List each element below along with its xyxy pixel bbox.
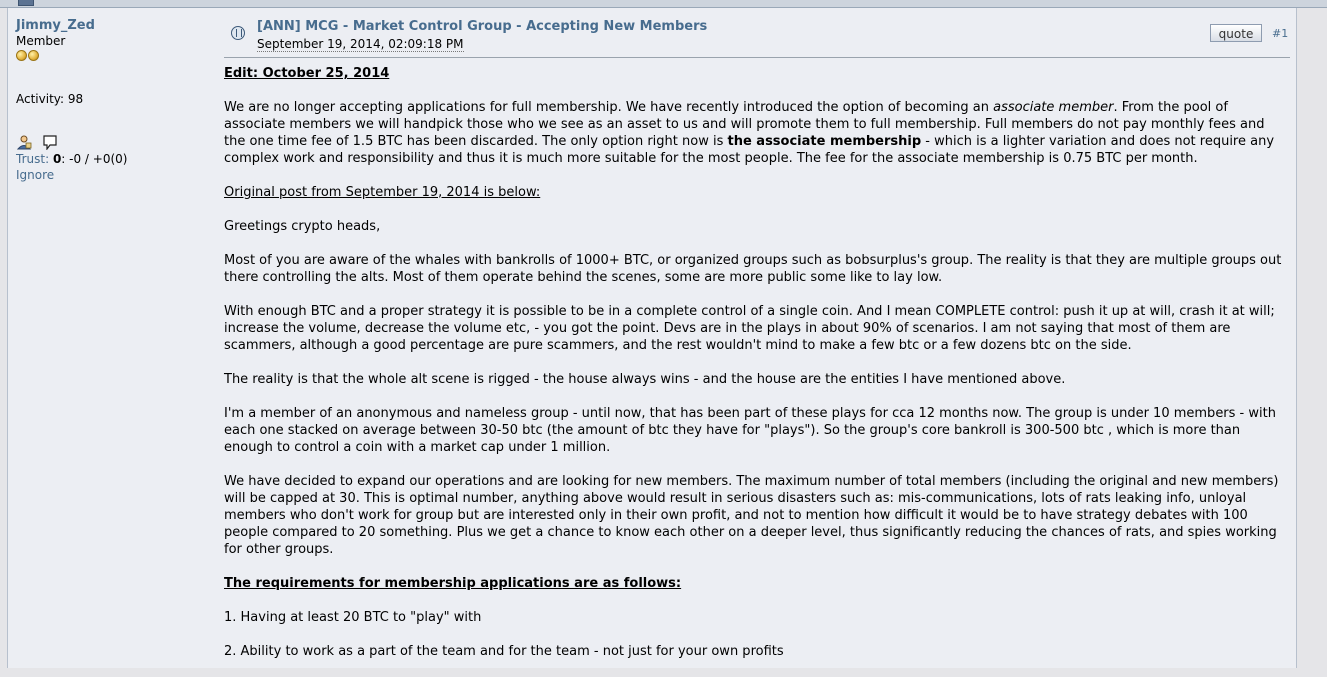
quote-button[interactable]: quote	[1210, 24, 1262, 42]
greeting: Greetings crypto heads,	[224, 219, 381, 234]
message-bubble-icon[interactable]	[42, 134, 58, 153]
poster-activity: Activity: 98	[16, 92, 84, 106]
paragraph-expand: We have decided to expand our operations and are looking for new members. The maximum number of total members (including the original and new members) will be capped at 30. This is optimal number, anything above would result in serious disasters such as: mis-communications, lots of rats leaking info, unloyal members who don't work for group but are interested only in their own profit, and not to mention how difficult it would be to have strategy debates with 100 people compared to 20 something. Plus we get a chance to know each other on a deeper level, thus significantly reducing the chances of rats, and spies working for other groups.	[224, 474, 1279, 557]
post-subject-link[interactable]: [ANN] MCG - Market Control Group - Accepting New Members	[257, 19, 708, 34]
paragraph-whales: Most of you are aware of the whales with bankrolls of 1000+ BTC, or organized groups such as bobsurplus's group. The reality is that they are multiple groups out there controlling the alts. Most of them operate behind the scenes, some are more public some like to lay low.	[224, 253, 1282, 285]
post-message-icon	[231, 26, 245, 40]
paragraph-group: I'm a member of an anonymous and nameless group - until now, that has been part of these plays for cca 12 months now. The group is under 10 members - with each one stacked on average between 30-50 btc (the amount of btc they have for "plays"). So the group's core bankroll is 300-500 btc , which is more than enough to control a coin with a market cap under 1 million.	[224, 406, 1276, 455]
coin-icon	[16, 50, 27, 61]
requirement-item: 1. Having at least 20 BTC to "play" with	[224, 610, 482, 625]
post-body	[224, 65, 1286, 677]
board-icon	[18, 0, 34, 6]
requirement-item: 2. Ability to work as a part of the team and for the team - not just for your own profits	[224, 644, 784, 659]
poster-rank: Member	[16, 34, 66, 48]
header-divider	[224, 57, 1290, 58]
post-number-link[interactable]: #1	[1272, 27, 1289, 40]
ignore-link[interactable]: Ignore	[16, 168, 55, 182]
top-toolbar	[0, 0, 1327, 8]
poster-action-icons	[16, 134, 206, 152]
page-margin	[1297, 8, 1327, 654]
edit-heading: Edit: October 25, 2014	[224, 66, 390, 81]
paragraph-control: With enough BTC and a proper strategy it is possible to be in a complete control of a single coin. And I mean COMPLETE control: push it up at will, crash it at will; increase the volume, decrease the volume etc, - you got the point. Devs are in the plays in about 90% of scenarios. I am not saying that most of them are scammers, although a good percentage are pure scammers, and the rest wouldn't mind to make a few btc or a few dozens btc on the side.	[224, 304, 1275, 353]
rank-coins	[16, 50, 206, 62]
bold-term: the associate membership	[727, 134, 922, 149]
italic-term: associate member	[993, 100, 1114, 115]
trust-score: 0	[52, 152, 62, 166]
poster-info	[16, 18, 206, 182]
trust-line	[16, 152, 206, 166]
trust-label-link[interactable]: Trust:	[16, 152, 50, 166]
post-date: September 19, 2014, 02:09:18 PM	[257, 37, 464, 51]
original-post-heading: Original post from September 19, 2014 is below:	[224, 185, 541, 200]
profile-icon[interactable]	[16, 134, 32, 153]
poster-name-link[interactable]: Jimmy_Zed	[16, 18, 95, 33]
requirements-heading: The requirements for membership applications are as follows:	[224, 576, 682, 591]
trust-detail: : -0 / +0(0)	[61, 152, 128, 166]
paragraph-edit-note: We are no longer accepting applications for full membership. We have recently introduced the option of becoming an associate member. From the pool of associate members we will handpick those who we see as an asset to us and will promote them to full membership. Full members do not pay monthly fees and the one time fee of 1.5 BTC has been discarded. The only option right now is the associate membership - which is a lighter variation and does not require any complex work and responsibility and thus it is much more suitable for the most people. The fee for the associate membership is 0.75 BTC per month.	[224, 100, 1275, 166]
coin-icon	[28, 50, 39, 61]
paragraph-rigged: The reality is that the whole alt scene is rigged - the house always wins - and the house are the entities I have mentioned above.	[224, 372, 1066, 387]
